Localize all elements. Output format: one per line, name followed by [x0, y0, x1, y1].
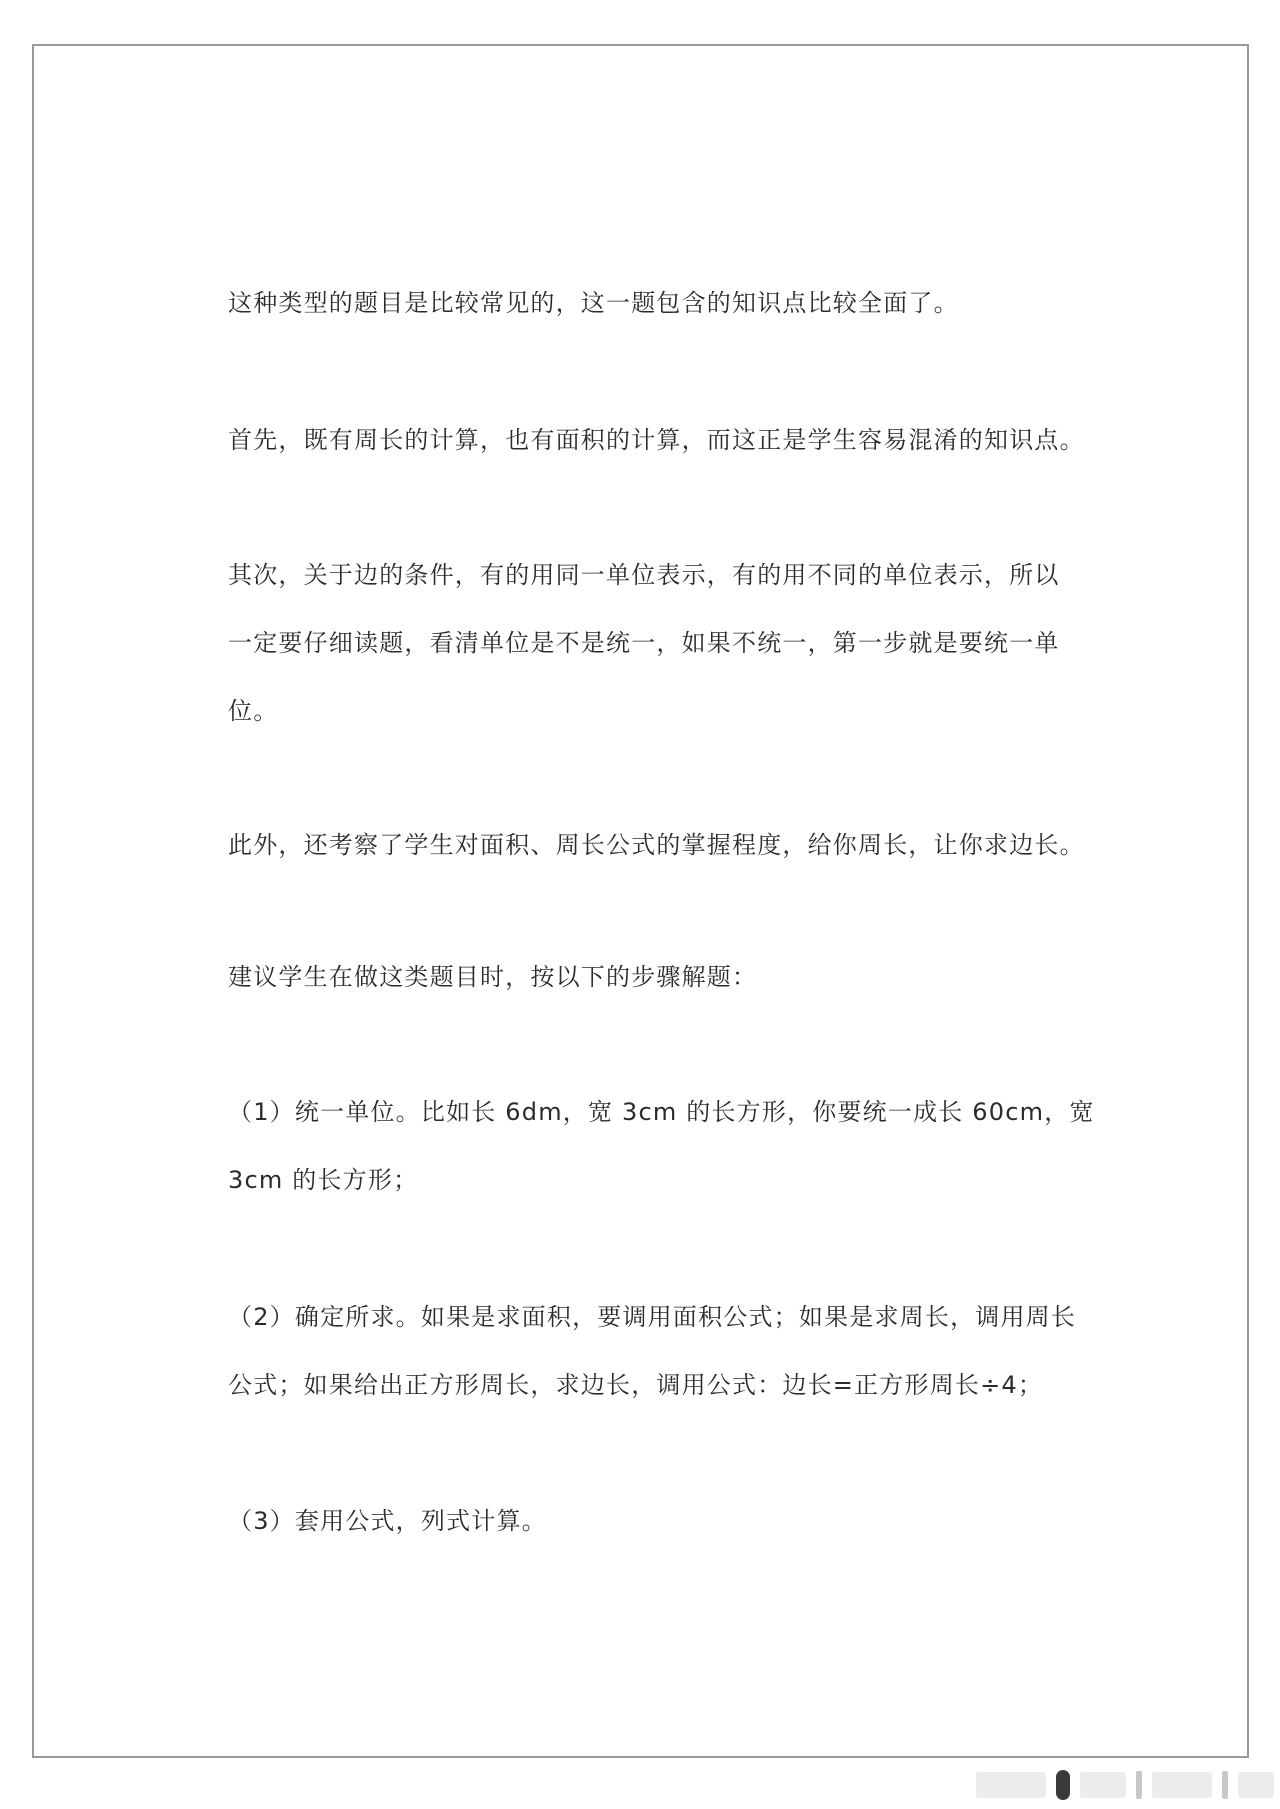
paragraph-intro: [228, 269, 1128, 337]
paragraph-line: （1）统一单位。比如长 6dm，宽 3cm 的长方形，你要统一成长 60cm，宽: [228, 1098, 1095, 1126]
paragraph-line: （2）确定所求。如果是求面积，要调用面积公式；如果是求周长，调用周长: [228, 1303, 1077, 1331]
watermark-block: [1238, 1772, 1274, 1798]
paragraph-line: 公式；如果给出正方形周长，求边长，调用公式：边长=正方形周长÷4；: [228, 1371, 1044, 1399]
paragraph-first-point: [228, 406, 1128, 474]
paragraph-suggestion: [228, 943, 1128, 1011]
paragraph-second-point: [228, 541, 1128, 745]
paragraph-line: 位。: [228, 697, 279, 725]
watermark-mark: [1056, 1770, 1070, 1800]
paragraph-line: （3）套用公式，列式计算。: [228, 1507, 547, 1535]
watermark-block: [1080, 1772, 1126, 1798]
paragraph-line: 此外，还考察了学生对面积、周长公式的掌握程度，给你周长，让你求边长。: [228, 831, 1085, 859]
watermark-bar: [1222, 1771, 1228, 1799]
document-page: [32, 44, 1249, 1758]
step-1: [228, 1078, 1128, 1214]
step-3: [228, 1487, 1128, 1555]
paragraph-third-point: [228, 811, 1128, 879]
paragraph-line: 首先，既有周长的计算，也有面积的计算，而这正是学生容易混淆的知识点。: [228, 426, 1085, 454]
watermark-bar: [1136, 1771, 1142, 1799]
step-2: [228, 1283, 1128, 1419]
paragraph-line: 一定要仔细读题，看清单位是不是统一，如果不统一，第一步就是要统一单: [228, 629, 1060, 657]
watermark-block: [976, 1772, 1046, 1798]
paragraph-line: 其次，关于边的条件，有的用同一单位表示，有的用不同的单位表示，所以: [228, 561, 1060, 589]
paragraph-line: 这种类型的题目是比较常见的，这一题包含的知识点比较全面了。: [228, 289, 959, 317]
watermark-block: [1152, 1772, 1212, 1798]
paragraph-line: 3cm 的长方形；: [228, 1166, 419, 1194]
watermark: [976, 1768, 1274, 1802]
paragraph-line: 建议学生在做这类题目时，按以下的步骤解题：: [228, 963, 758, 991]
